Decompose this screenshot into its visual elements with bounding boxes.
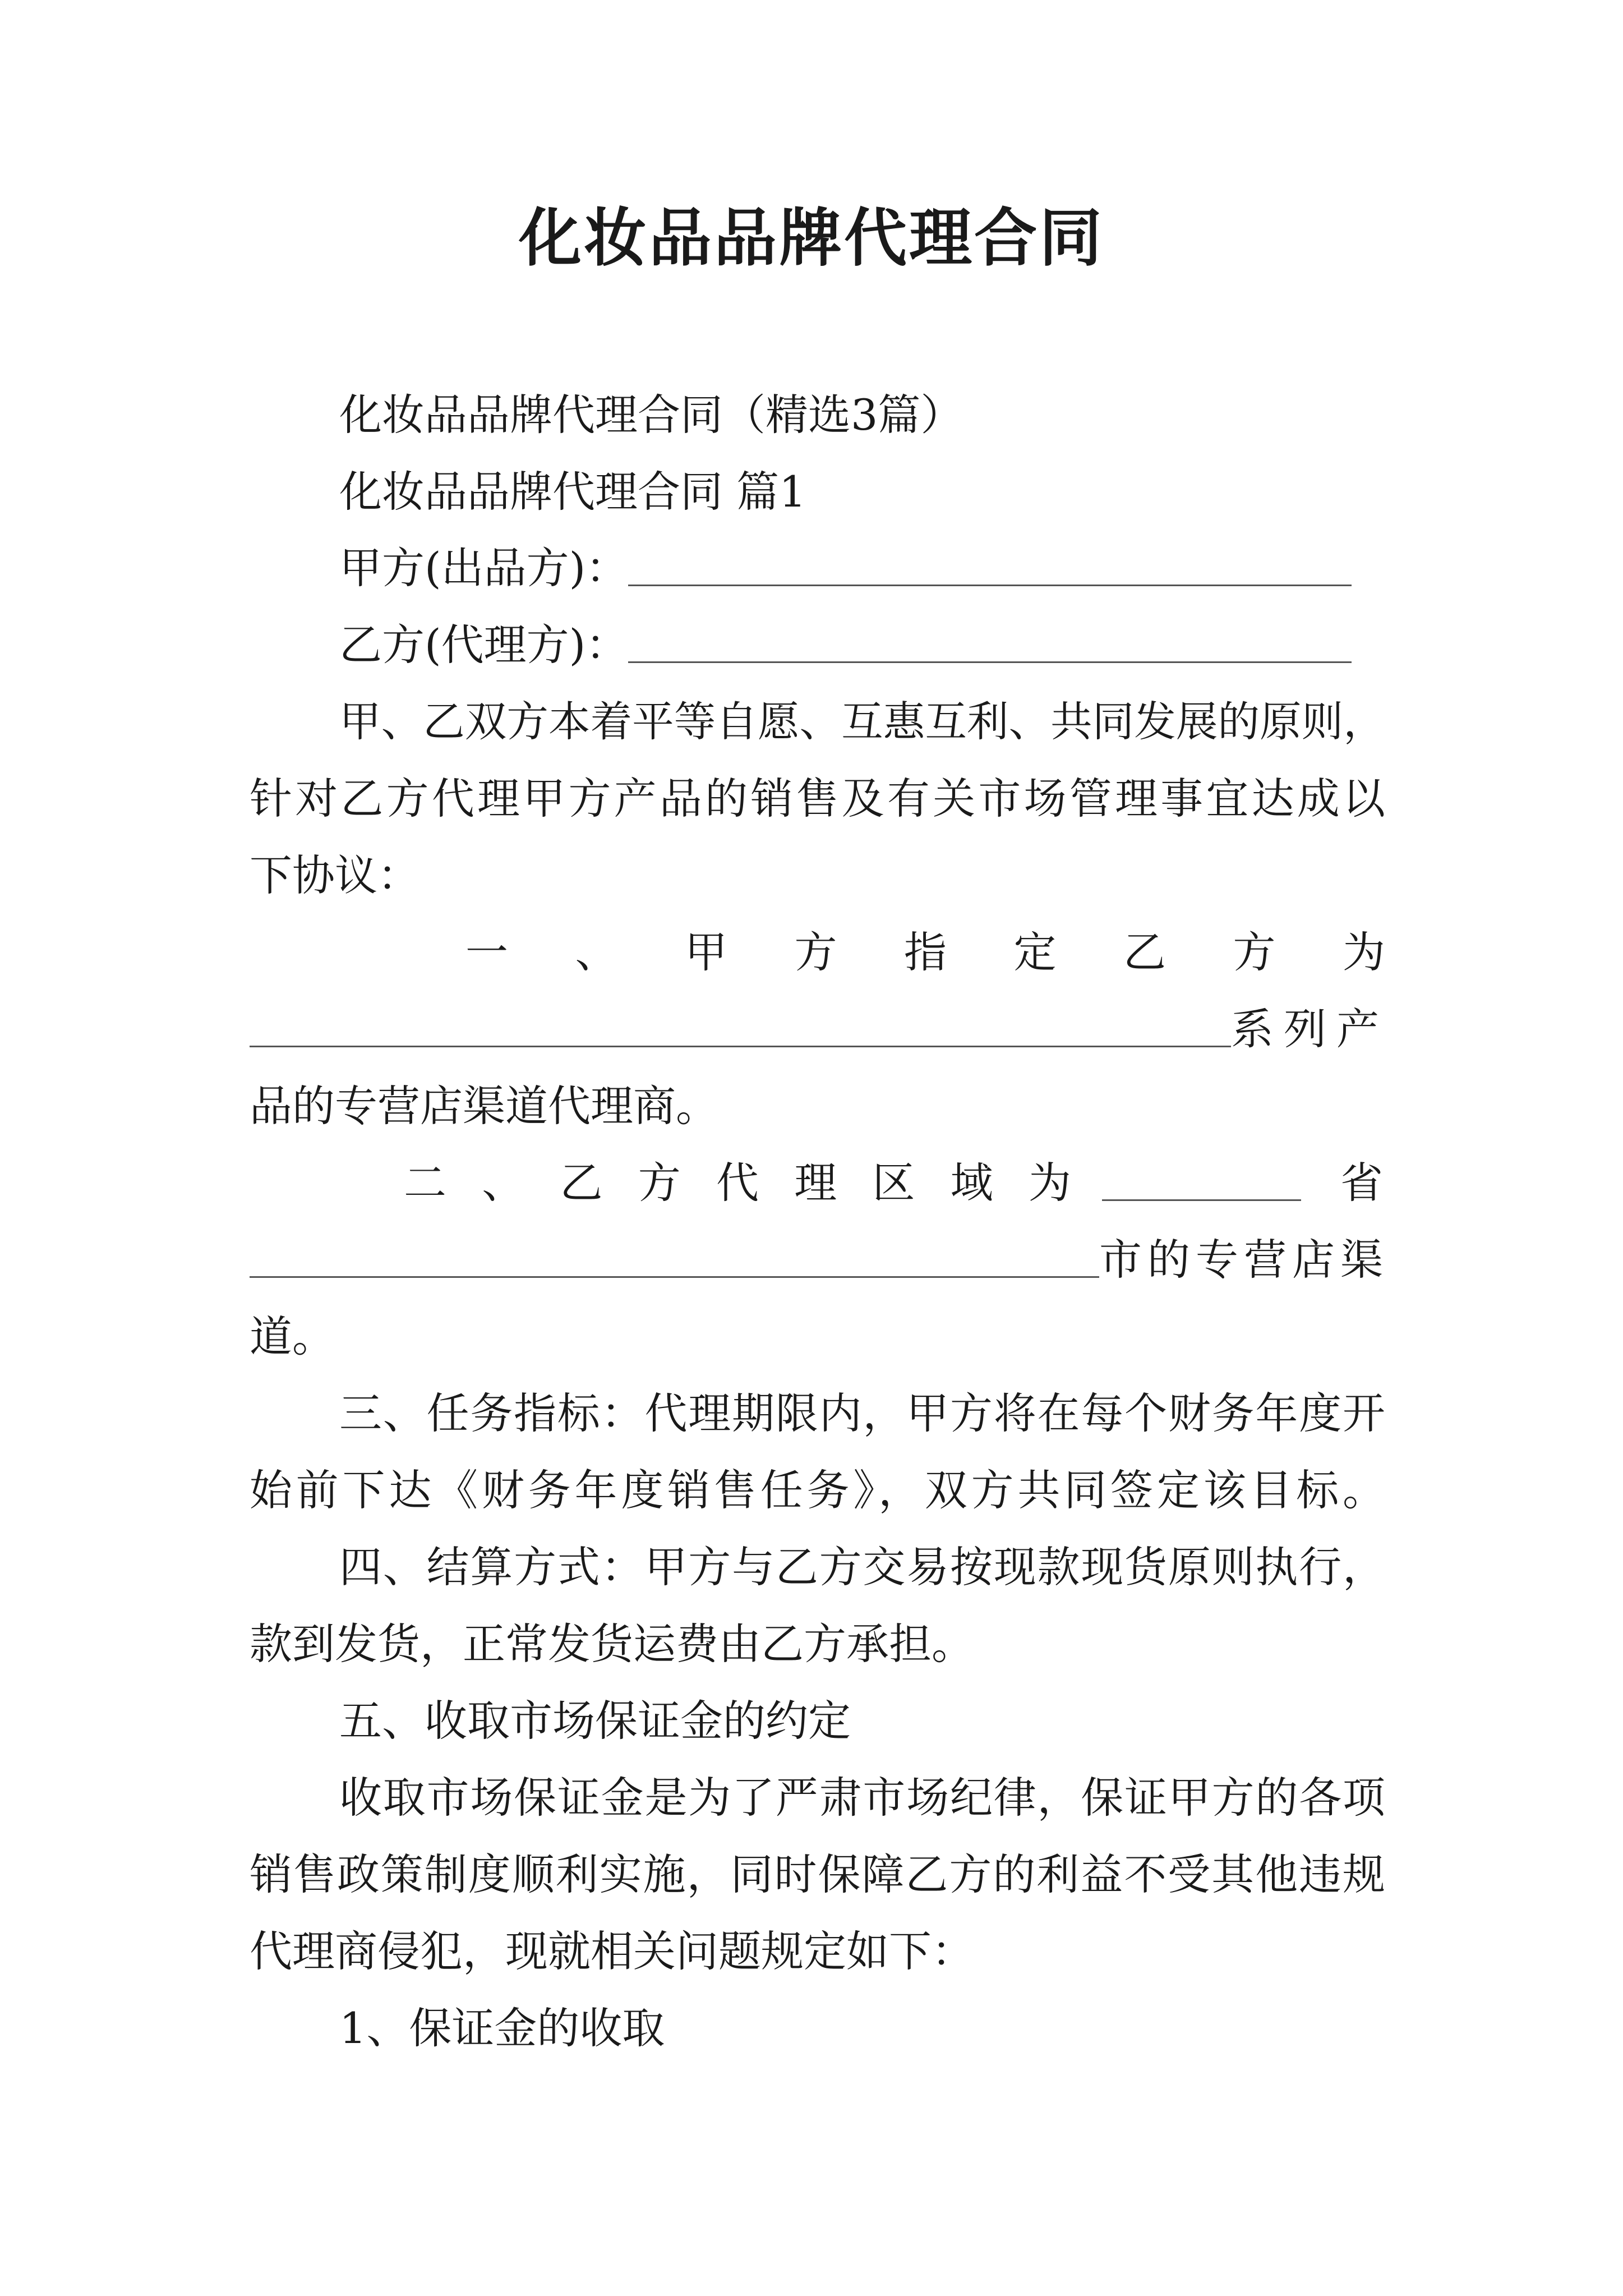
party-a-row xyxy=(339,540,1352,596)
clause4-line-1: 四、结算方式：甲方与乙方交易按现款现货原则执行， xyxy=(339,1542,1386,1592)
intro-line-2: 针对乙方代理甲方产品的销售及有关市场管理事宜达成以 xyxy=(250,774,1389,823)
city-blank xyxy=(250,1243,1099,1278)
clause2-char: 二 xyxy=(404,1158,446,1208)
clause5-line-2: 销售政策制度顺利实施，同时保障乙方的利益不受其他违规 xyxy=(250,1849,1386,1899)
clause2-char: 乙 xyxy=(560,1158,603,1208)
clause3-line-2: 始前下达《财务年度销售任务》，双方共同签定该目标。 xyxy=(250,1465,1389,1515)
clause1-line-2 xyxy=(250,1001,1389,1057)
clause1-char: 方 xyxy=(794,927,837,977)
party-b-blank xyxy=(628,628,1352,663)
clause5-line-1: 收取市场保证金是为了严肃市场纪律，保证甲方的各项 xyxy=(339,1773,1386,1823)
clause1-char: 为 xyxy=(1343,927,1385,977)
clause1-char: 一 xyxy=(465,927,508,977)
clause2-province xyxy=(1102,1155,1383,1211)
clause1-blank xyxy=(250,1012,1231,1047)
clause2-char: 区 xyxy=(872,1158,915,1208)
province-blank xyxy=(1102,1166,1301,1201)
clause1-tail: 系列产 xyxy=(1231,1004,1389,1054)
item-1: 1、保证金的收取 xyxy=(339,2003,665,2053)
clause2-char: 域 xyxy=(950,1158,993,1208)
clause2-char: 方 xyxy=(638,1158,681,1208)
clause2-char: 理 xyxy=(794,1158,837,1208)
party-b-label: 乙方(代理方)： xyxy=(339,620,629,670)
party-a-blank xyxy=(628,551,1352,586)
clause1-char: 甲 xyxy=(685,927,727,977)
party-b-row xyxy=(339,617,1352,673)
clause5-heading: 五、收取市场保证金的约定 xyxy=(339,1696,851,1746)
clause1-line-1 xyxy=(465,924,1385,981)
clause2-char: 为 xyxy=(1029,1158,1071,1208)
clause1-char: 乙 xyxy=(1123,927,1166,977)
intro-line-1: 甲、乙双方本着平等自愿、互惠互利、共同发展的原则， xyxy=(339,697,1385,746)
document-subtitle: 化妆品品牌代理合同（精选3篇） xyxy=(339,390,963,440)
clause3-line-1: 三、任务指标：代理期限内，甲方将在每个财务年度开 xyxy=(339,1388,1386,1438)
clause4-line-2: 款到发货，正常发货运费由乙方承担。 xyxy=(250,1619,974,1669)
clause1-char: 指 xyxy=(904,927,947,977)
clause2-char: 、 xyxy=(482,1158,525,1208)
clause2-tail: 市的专营店渠 xyxy=(1099,1235,1389,1285)
clause1-line-3: 品的专营店渠道代理商。 xyxy=(250,1081,718,1131)
clause2-line-1 xyxy=(404,1155,1071,1211)
clause2-char: 代 xyxy=(716,1158,759,1208)
clause1-char: 方 xyxy=(1233,927,1276,977)
clause1-char: 、 xyxy=(575,927,618,977)
document-title: 化妆品品牌代理合同 xyxy=(519,201,1104,275)
province-label: 省 xyxy=(1340,1158,1383,1208)
clause2-line-2 xyxy=(250,1232,1389,1288)
part-heading: 化妆品品牌代理合同 篇1 xyxy=(339,467,806,517)
intro-line-3: 下协议： xyxy=(250,850,420,900)
clause2-line-3: 道。 xyxy=(250,1312,335,1361)
clause5-line-3: 代理商侵犯，现就相关问题规定如下： xyxy=(250,1926,974,1976)
party-a-label: 甲方(出品方)： xyxy=(339,543,629,593)
clause1-char: 定 xyxy=(1013,927,1057,977)
